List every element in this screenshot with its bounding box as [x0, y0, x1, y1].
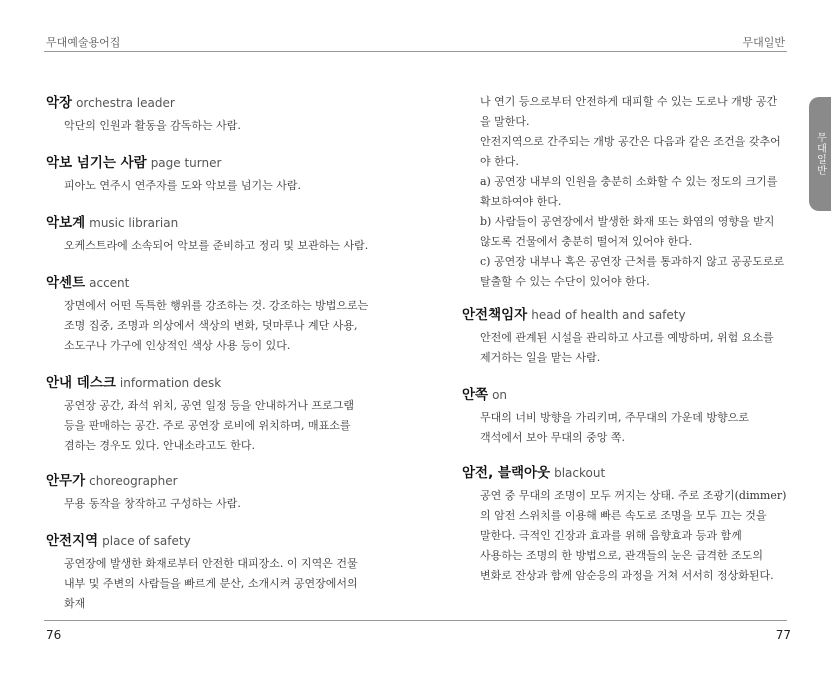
entry-term-english: page turner: [150, 156, 222, 170]
entry-term: 악장: [46, 95, 73, 111]
running-header-left: 무대예술용어집: [46, 36, 121, 49]
section-thumb-tab: 무대일반: [809, 97, 831, 211]
continued-paragraph: a) 공연장 내부의 인원을 충분히 소화할 수 있는 정도의 크기를 확보하여야 한다.: [480, 175, 778, 208]
entry-term: 안쪽: [462, 387, 489, 403]
glossary-entry: [46, 374, 371, 456]
continued-paragraph: c) 공연장 내부나 혹은 공연장 근처를 통과하지 않고 공공도로로 탈출할 수 있는 수단이 있어야 한다.: [480, 255, 785, 288]
glossary-entry: [462, 464, 787, 586]
entry-definition: 피아노 연주시 연주자를 도와 악보를 넘기는 사람.: [64, 179, 301, 192]
entry-term: 암전, 블랙아웃: [462, 465, 551, 481]
entry-term-english: accent: [89, 276, 130, 290]
footer-divider: [44, 620, 787, 621]
running-header-right: 무대일반: [742, 36, 785, 49]
entry-term-english: information desk: [119, 376, 222, 390]
glossary-entry: [462, 386, 787, 448]
glossary-entry: [46, 94, 371, 136]
entry-definition: 오케스트라에 소속되어 악보를 준비하고 정리 및 보관하는 사람.: [64, 239, 369, 252]
entry-term: 악센트: [46, 275, 86, 291]
entry-term-english: head of health and safety: [531, 308, 686, 322]
entry-term: 안내 데스크: [46, 375, 116, 391]
entry-definition: 공연장 공간, 좌석 위치, 공연 일정 등을 안내하거나 프로그램 등을 판매하는 공간. 주로 공연장 로비에 위치하며, 매표소를 겸하는 경우도 있다. 안내소라고도 한다.: [64, 399, 354, 452]
page-number-left: 76: [46, 628, 62, 642]
page-number-right: 77: [775, 628, 791, 642]
entry-definition: 악단의 인원과 활동을 감독하는 사람.: [64, 119, 241, 132]
entry-definition: 공연장에 발생한 화재로부터 안전한 대피장소. 이 지역은 건물 내부 및 주변의 사람들을 빠르게 분산, 소개시켜 공연장에서의 화재: [64, 557, 358, 610]
entry-definition: 안전에 관계된 시설을 관리하고 사고를 예방하며, 위험 요소를 제거하는 일을 맡는 사람.: [480, 331, 774, 364]
entry-definition: 무용 동작을 창작하고 구성하는 사람.: [64, 497, 241, 510]
entry-definition: 무대의 너비 방향을 가리키며, 주무대의 가운데 방향으로 객석에서 보아 무대의 중앙 쪽.: [480, 411, 749, 444]
glossary-entry: [46, 214, 371, 256]
entry-term-english: on: [492, 388, 508, 402]
continued-paragraph: 안전지역으로 간주되는 개방 공간은 다음과 같은 조건을 갖추어야 한다.: [480, 135, 781, 168]
continued-definition: [462, 92, 787, 292]
entry-term: 악보 넘기는 사람: [46, 155, 147, 171]
entry-term: 안무가: [46, 473, 86, 489]
glossary-entry: [46, 472, 371, 514]
entry-definition: 공연 중 무대의 조명이 모두 꺼지는 상태. 주로 조광기(dimmer)의 암전 스위치를 이용해 빠른 속도로 조명을 모두 끄는 것을 말한다. 극적인 긴장과 효과를 위해 음향효과 등과 함께 사용하는 조명의 한 방법으로, 관객들의 눈은 급격한 조도의 변화로 잔상과 함께 암순응의 과정을 거쳐 서서히 정상화된다.: [480, 489, 787, 582]
glossary-entry: [46, 274, 371, 356]
entry-term-english: place of safety: [102, 534, 191, 548]
entry-definition: 장면에서 어떤 독특한 행위를 강조하는 것. 강조하는 방법으로는 조명 집중, 조명과 의상에서 색상의 변화, 덧마루나 계단 사용, 소도구나 가구에 인상적인 색상 사용 등이 있다.: [64, 299, 369, 352]
entry-term-english: blackout: [554, 466, 606, 480]
glossary-entry: [462, 306, 787, 368]
entry-term-english: choreographer: [89, 474, 178, 488]
glossary-entry: [46, 532, 371, 614]
entry-term-english: orchestra leader: [76, 96, 175, 110]
continued-paragraph: 나 연기 등으로부터 안전하게 대피할 수 있는 도로나 개방 공간을 말한다.: [480, 95, 778, 128]
header-divider: [44, 51, 787, 52]
entry-term: 악보계: [46, 215, 86, 231]
glossary-entry: [46, 154, 371, 196]
entry-term: 안전책임자: [462, 307, 528, 323]
continued-paragraph: b) 사람들이 공연장에서 발생한 화재 또는 화염의 영향을 받지 않도록 건물에서 충분히 떨어져 있어야 한다.: [480, 215, 775, 248]
entry-term-english: music librarian: [89, 216, 179, 230]
entry-term: 안전지역: [46, 533, 99, 549]
